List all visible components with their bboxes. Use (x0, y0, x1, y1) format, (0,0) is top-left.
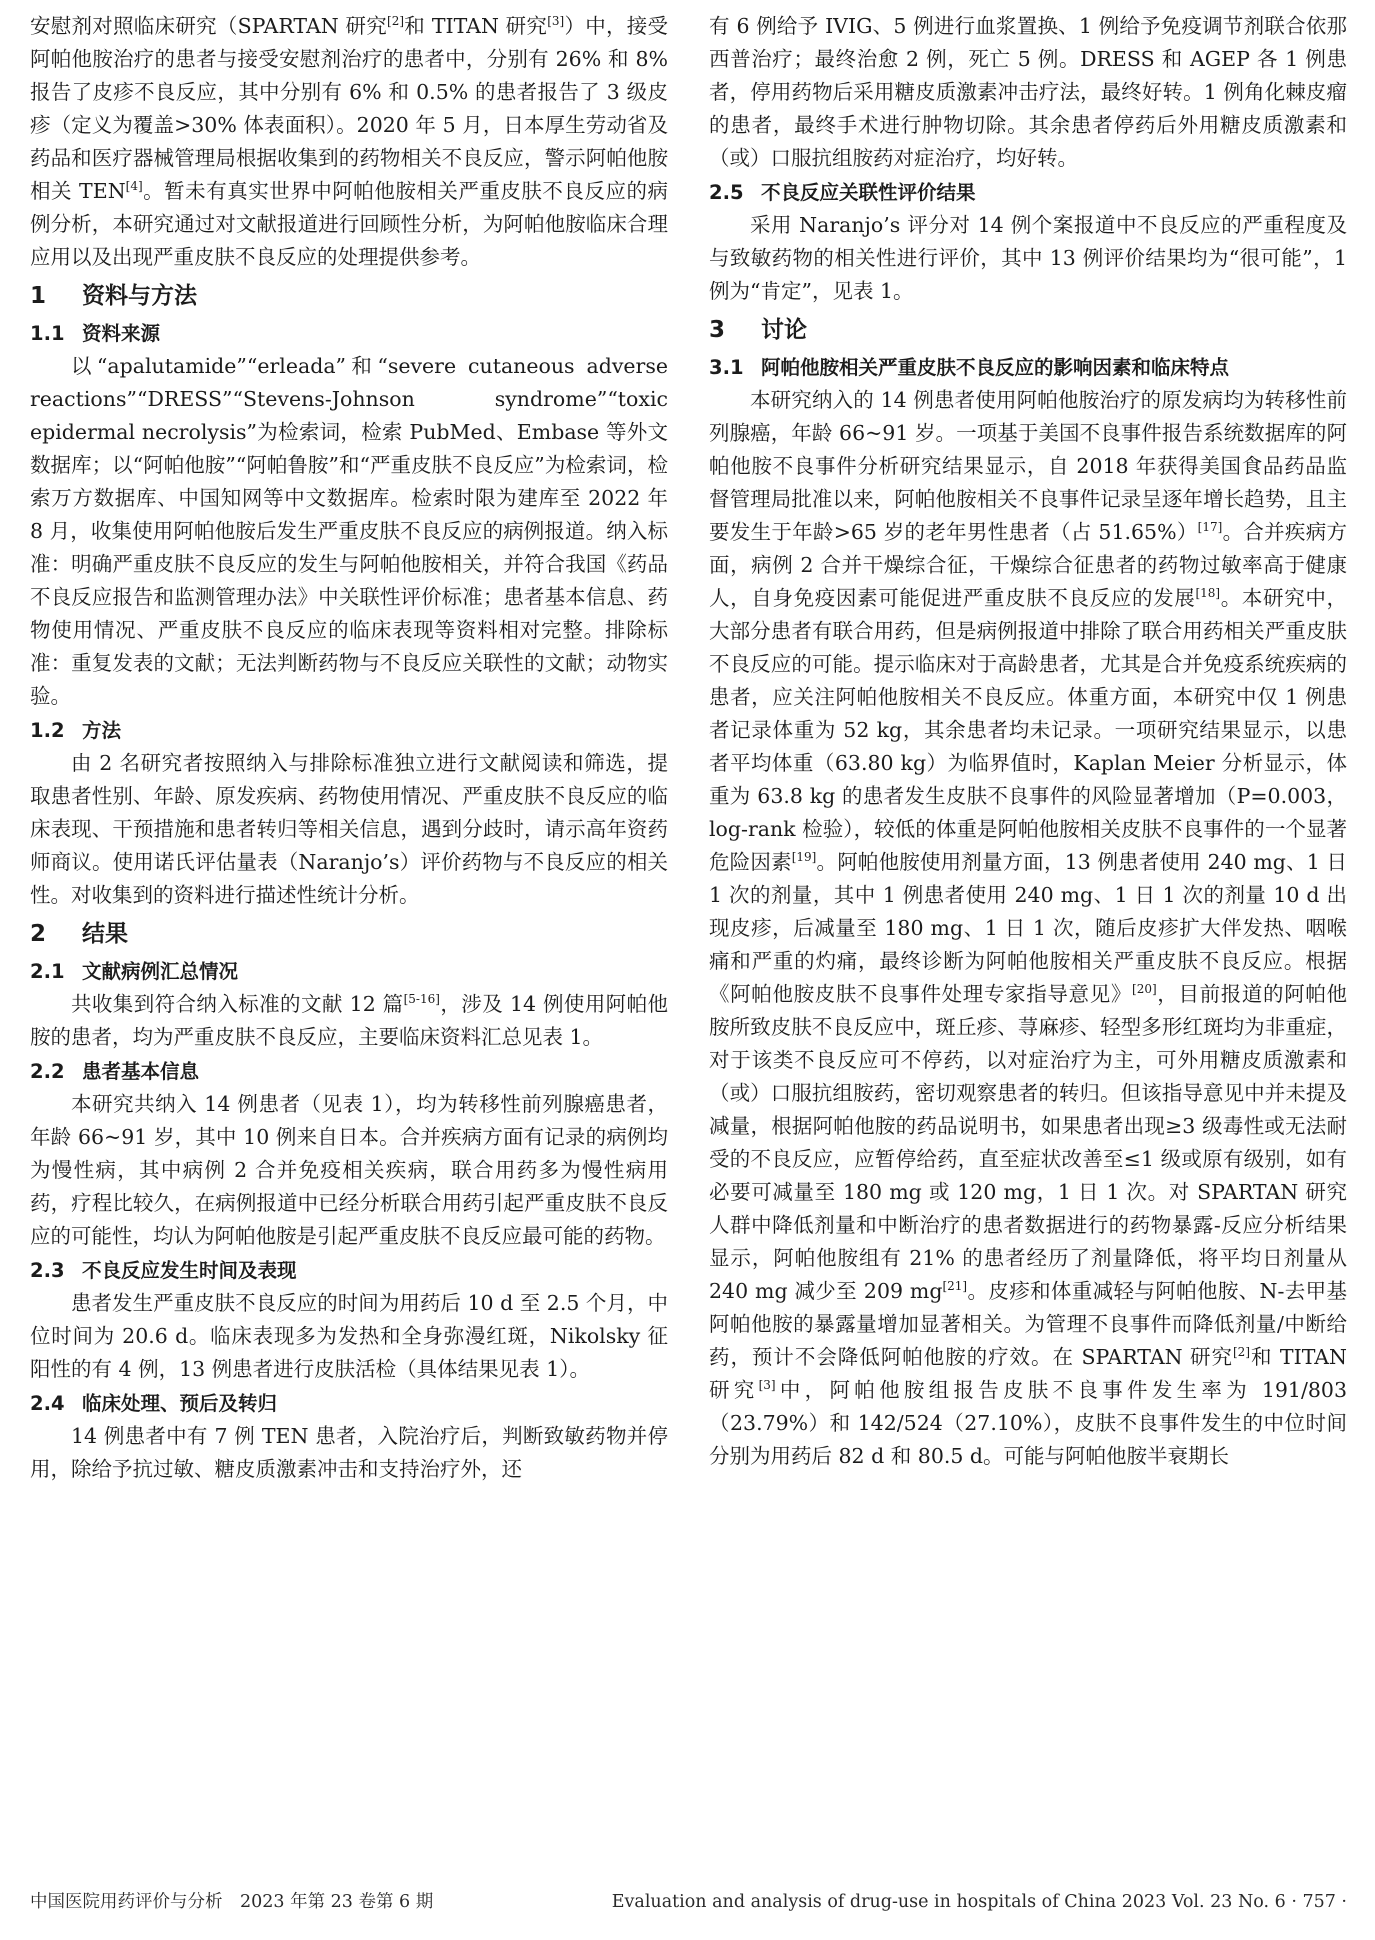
subsection-heading-3-1: 3.1 阿帕他胺相关严重皮肤不良反应的影响因素和临床特点 (709, 356, 1230, 379)
footer-journal-en: Evaluation and analysis of drug-use in hospitals of China 2023 Vol. 23 No. 6 · 757 · (611, 1892, 1347, 1912)
paragraph-3-1: 本研究纳入的 14 例患者使用阿帕他胺治疗的原发病均为转移性前列腺癌，年龄 66~91 岁。一项基于美国不良事件报告系统数据库的阿帕他胺不良事件分析研究结果显示，自 2018 年获得美国食品药品监督管理局批准以来，阿帕他胺相关不良事件记录呈逐年增长趋势，且主要发生于年龄>65 岁的老年男性患者（占 51.65%）[17]。合并疾病方面，病例 2 合并干燥综合征，干燥综合征患者的药物过敏率高于健康人，自身免疫因素可能促进严重皮肤不良反应的发展[18]。本研究中，大部分患者有联合用药，但是病例报道中排除了联合用药相关严重皮肤不良反应的可能。提示临床对于高龄患者，尤其是合并免疫系统疾病的患者，应关注阿帕他胺相关不良反应。体重方面，本研究中仅 1 例患者记录体重为 52 kg，其余患者均未记录。一项研究结果显示，以患者平均体重（63.80 kg）为临界值时，Kaplan Meier 分析显示，体重为 63.8 kg 的患者发生皮肤不良事件的风险显著增加（P=0.003，log-rank 检验），较低的体重是阿帕他胺相关皮肤不良事件的一个显著危险因素[19]。阿帕他胺使用剂量方面，13 例患者使用 240 mg、1 日 1 次的剂量，其中 1 例患者使用 240 mg、1 日 1 次的剂量 10 d 出现皮疹，后减量至 180 mg、1 日 1 次，随后皮疹扩大伴发热、咽喉痛和严重的灼痛，最终诊断为阿帕他胺相关严重皮肤不良反应。根据《阿帕他胺皮肤不良事件处理专家指导意见》[20]，目前报道的阿帕他胺所致皮肤不良反应中，斑丘疹、荨麻疹、轻型多形红斑均为非重症，对于该类不良反应可不停药，以对症治疗为主，可外用糖皮质激素和（或）口服抗组胺药，密切观察患者的转归。但该指导意见中并未提及减量，根据阿帕他胺的药品说明书，如果患者出现≥3 级毒性或无法耐受的不良反应，应暂停给药，直至症状改善至≤1 级或原有级别，如有必要可减量至 180 mg 或 120 mg，1 日 1 次。对 SPARTAN 研究人群中降低剂量和中断治疗的患者数据进行的药物暴露-反应分析结果显示，阿帕他胺组有 21% 的患者经历了剂量降低，将平均日剂量从 240 mg 减少至 209 mg[21]。皮疹和体重减轻与阿帕他胺、N-去甲基阿帕他胺的暴露量增加显著相关。为管理不良事件而降低剂量/中断给药，预计不会降低阿帕他胺的疗效。在 SPARTAN 研究[2]和 TITAN 研究[3]中，阿帕他胺组报告皮肤不良事件发生率为 191/803（23.79%）和 142/524（27.10%），皮肤不良事件发生的中位时间分别为用药后 82 d 和 80.5 d。可能与阿帕他胺半衰期长 (709, 388, 1348, 1468)
footer-journal-cn: 中国医院用药评价与分析 2023 年第 23 卷第 6 期 (30, 1892, 434, 1912)
subsection-heading-2-1: 2.1 文献病例汇总情况 (30, 960, 239, 983)
citation-ref: [19] (791, 850, 817, 865)
paragraph-2-2: 本研究共纳入 14 例患者（见表 1），均为转移性前列腺癌患者，年龄 66~91 岁，其中 10 例来自日本。合并疾病方面有记录的病例均为慢性病，其中病例 2 合并免疫相关疾病，联合用药多为慢性病用药，疗程比较久，在病例报道中已经分析联合用药引起严重皮肤不良反应的可能性，均认为阿帕他胺是引起严重皮肤不良反应最可能的药物。 (30, 1092, 668, 1248)
paragraph-2-1: 共收集到符合纳入标准的文献 12 篇[5-16]，涉及 14 例使用阿帕他胺的患者，均为严重皮肤不良反应，主要临床资料汇总见表 1。 (30, 992, 668, 1049)
citation-ref: [5-16] (403, 992, 440, 1007)
subsection-heading-1-2: 1.2 方法 (30, 719, 122, 742)
citation-ref: [18] (1195, 586, 1221, 601)
citation-ref: [4] (125, 179, 143, 194)
paragraph-2-5: 采用 Naranjo’s 评分对 14 例个案报道中不良反应的严重程度及与致敏药物的相关性进行评价，其中 13 例评价结果均为“很可能”，1 例为“肯定”，见表 1。 (709, 213, 1347, 303)
section-heading-1: 1 资料与方法 (30, 283, 197, 309)
citation-ref: [2] (1233, 1345, 1250, 1360)
paragraph-1-1: 以“apalutamide”“erleada”和“severe cutaneous adverse reactions”“DRESS”“Stevens-Johnson syndrome”“toxic epidermal necrolysis”为检索词，检索 PubMed、Embase 等外文数据库；以“阿帕他胺”“阿帕鲁胺”和“严重皮肤不良反应”为检索词，检索万方数据库、中国知网等中文数据库。检索时限为建库至 2022 年 8 月，收集使用阿帕他胺后发生严重皮肤不良反应的病例报道。纳入标准：明确严重皮肤不良反应的发生与阿帕他胺相关，并符合我国《药品不良反应报告和监测管理办法》中关联性评价标准；患者基本信息、药物使用情况、严重皮肤不良反应的临床表现等资料相对完整。排除标准：重复发表的文献；无法判断药物与不良反应关联性的文献；动物实验。 (30, 354, 668, 708)
paragraph-2-3: 患者发生严重皮肤不良反应的时间为用药后 10 d 至 2.5 个月，中位时间为 20.6 d。临床表现多为发热和全身弥漫红斑，Nikolsky 征阳性的有 4 例，13 例患者进行皮肤活检（具体结果见表 1）。 (30, 1291, 668, 1381)
paragraph-1-2: 由 2 名研究者按照纳入与排除标准独立进行文献阅读和筛选，提取患者性别、年龄、原发疾病、药物使用情况、严重皮肤不良反应的临床表现、干预措施和患者转归等相关信息，遇到分歧时，请示高年资药师商议。使用诺氏评估量表（Naranjo’s）评价药物与不良反应的相关性。对收集到的资料进行描述性统计分析。 (30, 751, 668, 907)
citation-ref: [17] (1197, 520, 1223, 535)
citation-ref: [21] (942, 1279, 968, 1294)
paragraph-intro: 安慰剂对照临床研究（SPARTAN 研究[2]和 TITAN 研究[3]）中，接受阿帕他胺治疗的患者与接受安慰剂治疗的患者中，分别有 26% 和 8% 报告了皮疹不良反应，其中分别有 6% 和 0.5% 的患者报告了 3 级皮疹（定义为覆盖>30% 体表面积）。2020 年 5 月，日本厚生劳动省及药品和医疗器械管理局根据收集到的药物相关不良反应，警示阿帕他胺相关 TEN[4]。暂未有真实世界中阿帕他胺相关严重皮肤不良反应的病例分析，本研究通过对文献报道进行回顾性分析，为阿帕他胺临床合理应用以及出现严重皮肤不良反应的处理提供参考。 (30, 14, 669, 269)
paragraph-2-4-continued: 有 6 例给予 IVIG、5 例进行血浆置换、1 例给予免疫调节剂联合依那西普治疗；最终治愈 2 例，死亡 5 例。DRESS 和 AGEP 各 1 例患者，停用药物后采用糖皮质激素冲击疗法，最终好转。1 例角化棘皮瘤的患者，最终手术进行肿物切除。其余患者停药后外用糖皮质激素和（或）口服抗组胺药对症治疗，均好转。 (709, 14, 1347, 170)
subsection-heading-2-5: 2.5 不良反应关联性评价结果 (709, 181, 976, 204)
section-heading-3: 3 讨论 (709, 317, 807, 343)
citation-ref: [2] (387, 14, 405, 29)
section-heading-2: 2 结果 (30, 921, 128, 947)
left-column (30, 10, 668, 1486)
citation-ref: [3] (758, 1378, 776, 1393)
subsection-heading-2-2: 2.2 患者基本信息 (30, 1060, 200, 1083)
right-column (709, 10, 1347, 1473)
subsection-heading-2-3: 2.3 不良反应发生时间及表现 (30, 1259, 297, 1282)
citation-ref: [3] (547, 14, 565, 29)
citation-ref: [20] (1132, 982, 1157, 997)
subsection-heading-2-4: 2.4 临床处理、预后及转归 (30, 1392, 278, 1415)
subsection-heading-1-1: 1.1 资料来源 (30, 322, 161, 345)
paragraph-2-4: 14 例患者中有 7 例 TEN 患者，入院治疗后，判断致敏药物并停用，除给予抗过敏、糖皮质激素冲击和支持治疗外，还 (30, 1424, 668, 1481)
